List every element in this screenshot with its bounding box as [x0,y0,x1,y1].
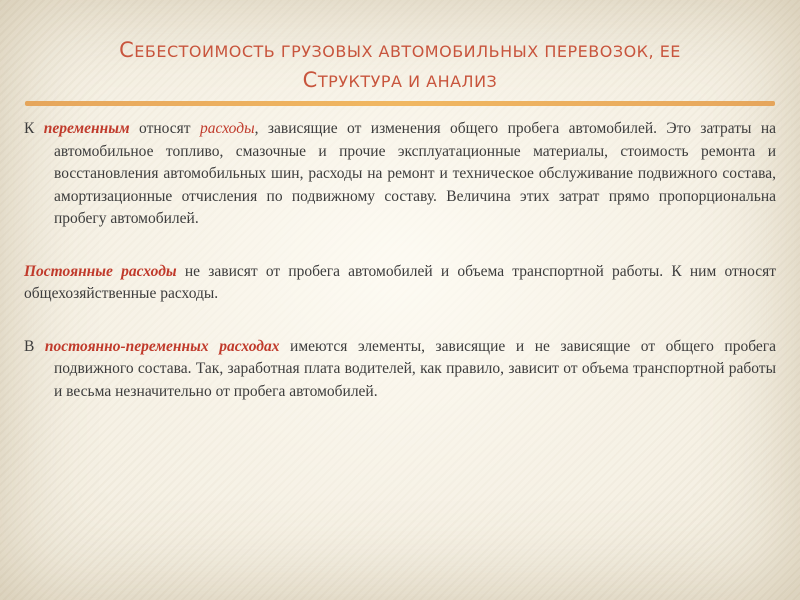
title-line-2 [30,66,770,96]
p3-term-mixed: постоянно-переменных расходах [44,337,280,355]
p1-term-variable: переменным [43,120,130,137]
title-line-1-rest: ЕБЕСТОИМОСТЬ ГРУЗОВЫХ АВТОМОБИЛЬНЫХ ПЕРЕВОЗОК, ЕЕ [134,42,681,61]
p2-rest: не зависят от пробега автомобилей и объема транспортной работы. К ним относят общехозяйственные расходы. [24,262,776,302]
title-line-1 [30,36,770,66]
p1-term-costs: расходы [200,120,255,137]
p2-term-fixed: Постоянные расходы [24,262,177,280]
paragraph-mixed-costs [24,336,776,404]
p1-middle: относят [129,120,201,137]
title-line-2-rest: ТРУКТУРА И АНАЛИЗ [317,72,498,91]
slide-body [24,118,776,403]
p3-lead: В [24,337,45,355]
paragraph-variable-costs [24,118,776,231]
title-line-1-initial: С [119,38,135,62]
slide-title [30,36,770,96]
p1-lead: К [24,120,44,137]
paragraph-fixed-costs [24,261,776,306]
p3-rest: имеются элементы, зависящие и не зависящие от общего пробега подвижного состава. Так, заработная плата водителей, как правило, зависит от объема транспортной работы и весьма незначительно от пробега автомобилей. [54,337,776,400]
p1-rest: , зависящие от изменения общего пробега автомобилей. Это затраты на автомобильное топливо, смазочные и прочие эксплуатационные материалы, стоимость ремонта и восстановления автомобильных шин, расходы на ремонт и техническое обслуживание подвижного состава, амортизационные отчисления по подвижному составу. Величина этих затрат прямо пропорциональна пробегу автомобилей. [54,120,776,227]
title-divider [25,101,775,106]
title-line-2-initial: С [302,68,318,92]
